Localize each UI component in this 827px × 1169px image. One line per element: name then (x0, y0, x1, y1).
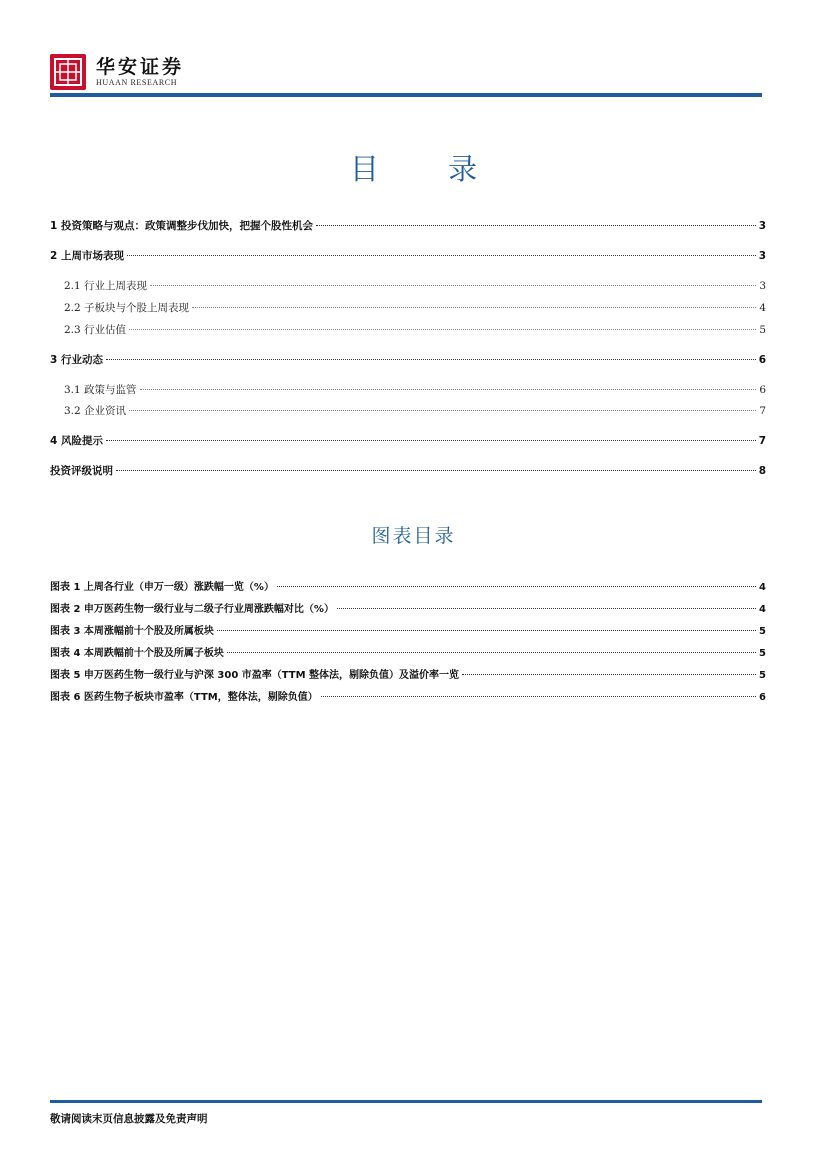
dot-leader (321, 696, 756, 697)
figure-entry-label: 图表 3 本周涨幅前十个股及所属板块 (50, 626, 214, 637)
toc-entry-page: 3 (758, 220, 766, 232)
dot-leader (150, 285, 756, 286)
figure-entry-label: 图表 6 医药生物子板块市盈率（TTM，整体法，剔除负值） (50, 692, 318, 703)
toc-entry-page: 3 (758, 250, 766, 262)
toc-title: 目 录 (349, 152, 508, 186)
huaan-logo-icon (50, 54, 86, 90)
figure-entry[interactable] (50, 624, 766, 639)
toc-entry-page: 6 (758, 354, 766, 366)
figure-entry-page: 6 (759, 692, 766, 703)
figure-entry-page: 5 (759, 626, 766, 637)
dot-leader (192, 307, 756, 308)
toc-subentry[interactable] (64, 301, 766, 316)
toc-subentry[interactable] (64, 404, 766, 419)
figure-entry[interactable] (50, 668, 766, 683)
dot-leader (277, 586, 756, 587)
dot-leader (116, 470, 756, 471)
report-header (50, 50, 762, 98)
toc-entry-page: 3 (759, 280, 766, 292)
figures-toc-title: 图表目录 (371, 525, 456, 547)
figure-entry[interactable] (50, 646, 766, 661)
toc-entry-label: 2.2 子板块与个股上周表现 (64, 302, 190, 314)
figure-entry[interactable] (50, 602, 766, 617)
dot-leader (106, 359, 756, 360)
toc-subentry[interactable] (64, 323, 766, 338)
figure-entry[interactable] (50, 690, 766, 705)
toc-subentry[interactable] (64, 383, 766, 398)
figure-entry-label: 图表 2 申万医药生物一级行业与二级子行业周涨跌幅对比（%） (50, 604, 334, 615)
toc-entry-label: 3 行业动态 (50, 354, 103, 366)
dot-leader (316, 225, 756, 226)
dot-leader (129, 410, 756, 411)
toc-subentry[interactable] (64, 279, 766, 294)
figure-entry-page: 4 (759, 582, 766, 593)
footer-divider (50, 1100, 762, 1103)
dot-leader (106, 440, 756, 441)
brand-name-cn: 华安证券 (96, 56, 185, 78)
toc-entry-label: 3.2 企业资讯 (64, 405, 127, 417)
brand-name-en: HUAAN RESEARCH (96, 78, 178, 87)
dot-leader (127, 255, 756, 256)
footer-disclaimer: 敬请阅读末页信息披露及免责声明 (50, 1113, 208, 1125)
dot-leader (217, 630, 756, 631)
toc-entry-label: 3.1 政策与监管 (64, 384, 137, 396)
header-divider (50, 93, 762, 97)
toc-entry-page: 8 (758, 465, 766, 477)
figure-entry[interactable] (50, 580, 766, 595)
toc-entry[interactable] (50, 464, 766, 479)
toc-entry-page: 5 (759, 324, 766, 336)
toc-entry-page: 7 (758, 435, 766, 447)
figure-entry-page: 4 (759, 604, 766, 615)
toc-entry[interactable] (50, 434, 766, 449)
dot-leader (140, 389, 757, 390)
dot-leader (462, 674, 756, 675)
figure-entry-label: 图表 4 本周跌幅前十个股及所属子板块 (50, 648, 224, 659)
toc-entry-label: 4 风险提示 (50, 435, 103, 447)
figure-entry-label: 图表 5 申万医药生物一级行业与沪深 300 市盈率（TTM 整体法，剔除负值）及溢价率一览 (50, 670, 460, 681)
toc-entry-label: 2 上周市场表现 (50, 250, 124, 262)
toc-entry[interactable] (50, 219, 766, 234)
figure-entry-page: 5 (759, 670, 766, 681)
toc-entry-label: 投资评级说明 (50, 465, 113, 477)
toc-entry-label: 2.3 行业估值 (64, 324, 127, 336)
toc-entry-page: 6 (759, 384, 766, 396)
toc-entry-page: 7 (759, 405, 766, 417)
dot-leader (129, 329, 756, 330)
toc-entry-label: 2.1 行业上周表现 (64, 280, 148, 292)
toc-entry[interactable] (50, 249, 766, 264)
toc-entry-page: 4 (759, 302, 766, 314)
toc-entry[interactable] (50, 353, 766, 368)
dot-leader (227, 652, 756, 653)
figure-entry-label: 图表 1 上周各行业（申万一级）涨跌幅一览（%） (50, 582, 274, 593)
toc-entry-label: 1 投资策略与观点：政策调整步伐加快，把握个股性机会 (50, 220, 313, 232)
dot-leader (337, 608, 756, 609)
figure-entry-page: 5 (759, 648, 766, 659)
